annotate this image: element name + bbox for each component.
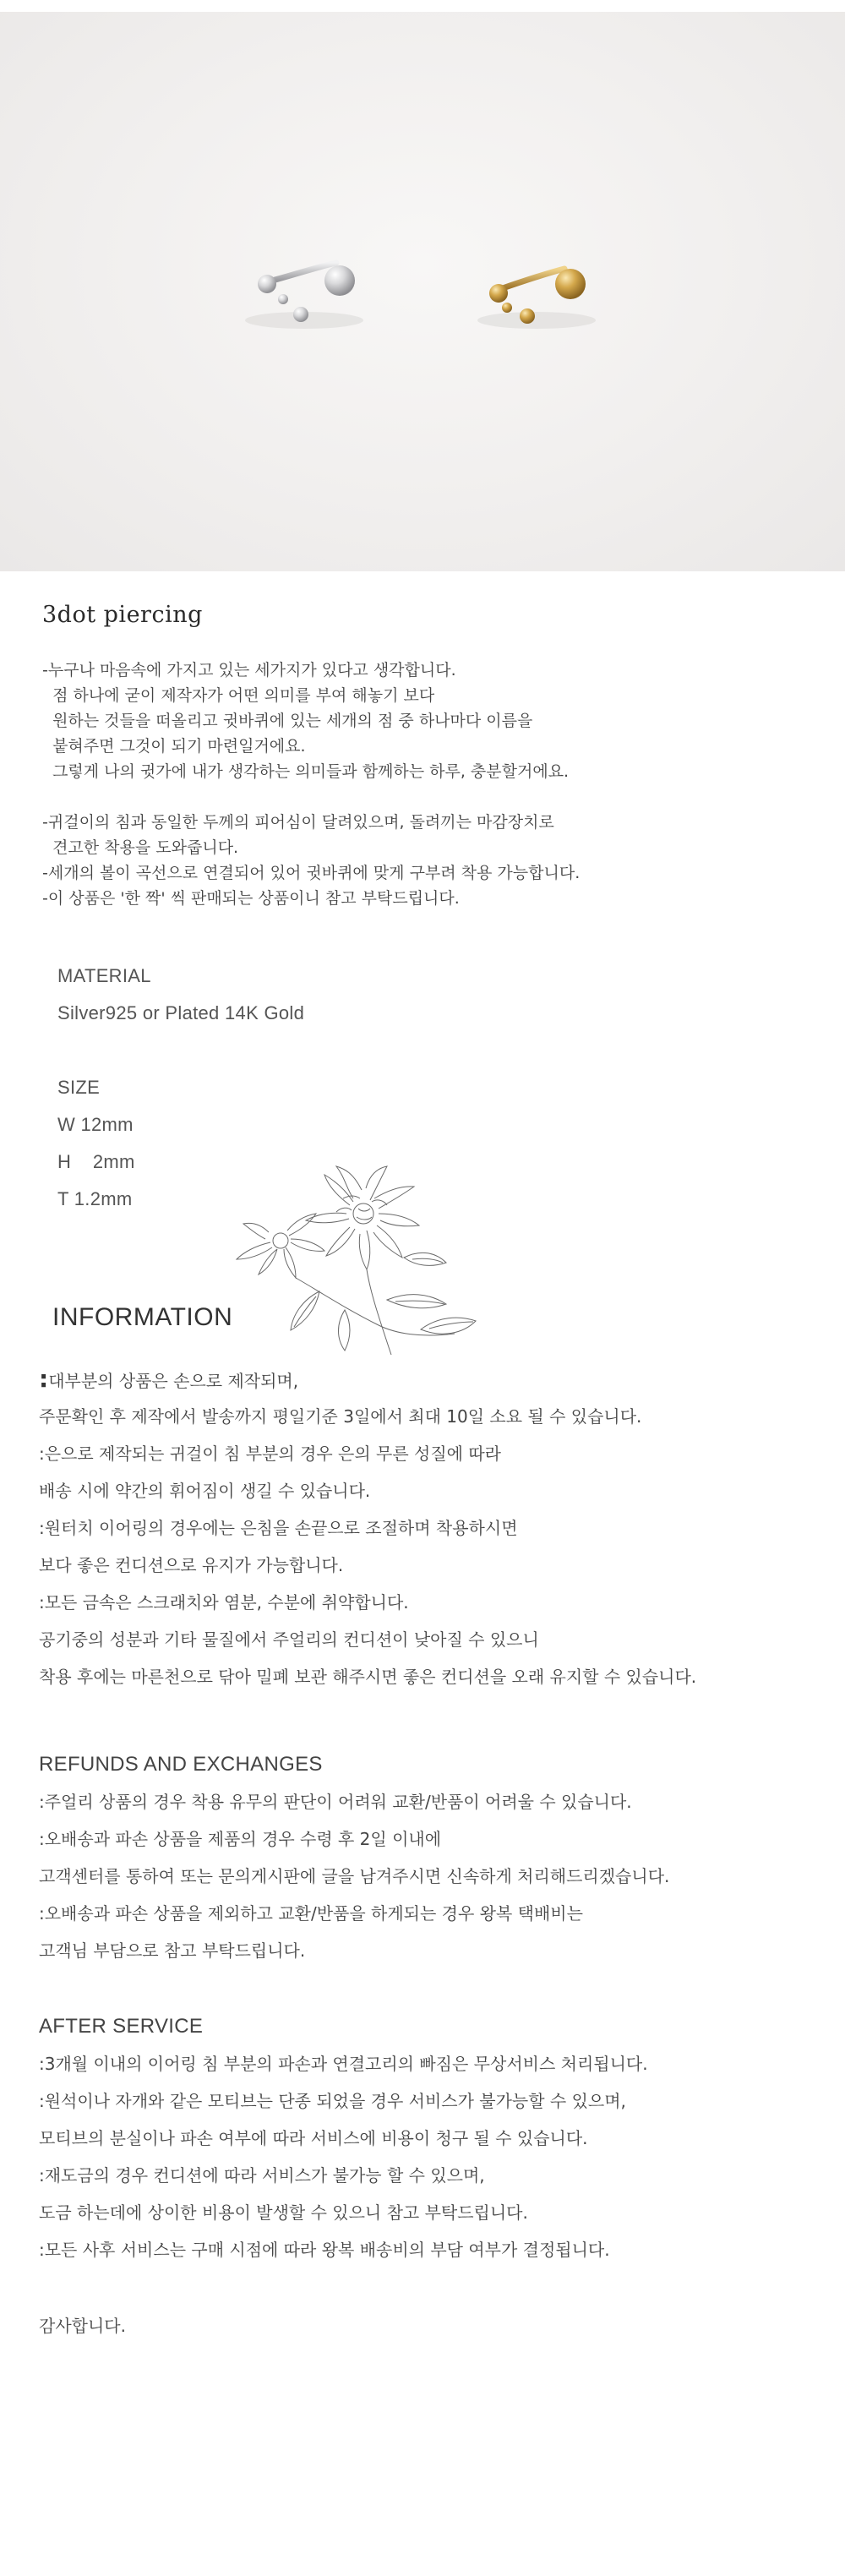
information-line: 보다 좋은 컨디션으로 유지가 가능합니다. [39, 1555, 344, 1575]
after-service-block [39, 2008, 816, 2268]
information-line: :모든 금속은 스크래치와 염분, 수분에 취약합니다. [39, 1592, 409, 1613]
description-line: 점 하나에 굳이 제작자가 어떤 의미를 부여 해놓기 보다 [42, 686, 435, 705]
information-line: 착용 후에는 마른천으로 닦아 밀폐 보관 해주시면 좋은 컨디션을 오래 유지할 수 있습니다. [39, 1667, 697, 1687]
silver-piercing [245, 263, 363, 329]
description-line: 원하는 것들을 떠올리고 귓바퀴에 있는 세개의 점 중 하나마다 이름을 [42, 712, 533, 730]
information-first-text: 대부분의 상품은 손으로 제작되며, [48, 1371, 299, 1391]
after-service-line: :원석이나 자개와 같은 모티브는 단종 되었을 경우 서비스가 불가능할 수 있으며, [39, 2091, 626, 2111]
information-line: :원터치 이어링의 경우에는 은침을 손끝으로 조절하며 착용하시면 [39, 1518, 518, 1538]
description-block-a [42, 658, 803, 784]
size-thickness: T 1.2mm [57, 1188, 133, 1209]
material-value: Silver925 or Plated 14K Gold [57, 1002, 305, 1023]
size-width: W 12mm [57, 1114, 134, 1135]
after-service-line: 모티브의 분실이나 파손 여부에 따라 서비스에 비용이 청구 될 수 있습니다. [39, 2128, 588, 2148]
refunds-line: :주얼리 상품의 경우 착용 유무의 판단이 어려워 교환/반품이 어려울 수 있습니다. [39, 1792, 632, 1812]
description-line: 견고한 착용을 도와줍니다. [42, 838, 239, 857]
chrysanthemum-illustration [218, 1165, 488, 1362]
after-service-line: :3개월 이내의 이어링 침 부분의 파손과 연결고리의 빠짐은 무상서비스 처리됩니다. [39, 2054, 648, 2074]
closing-text: 감사합니다. [39, 2316, 126, 2336]
information-line: 배송 시에 약간의 휘어짐이 생길 수 있습니다. [39, 1481, 371, 1501]
information-line: :은으로 제작되는 귀걸이 침 부분의 경우 은의 무른 성질에 따라 [39, 1444, 501, 1464]
information-line: 주문확인 후 제작에서 발송까지 평일기준 3일에서 최대 10일 소요 될 수 있습니다. [39, 1406, 642, 1427]
after-service-line: :모든 사후 서비스는 구매 시점에 따라 왕복 배송비의 부담 여부가 결정됩니다. [39, 2240, 610, 2260]
information-first-line [39, 1361, 816, 1398]
piercing-illustration [0, 12, 845, 571]
refunds-line: 고객님 부담으로 참고 부탁드립니다. [39, 1940, 306, 1961]
material-label: MATERIAL [57, 965, 151, 986]
refunds-title: REFUNDS AND EXCHANGES [39, 1753, 323, 1776]
refunds-block [39, 1746, 816, 1969]
refunds-line: 고객센터를 통하여 또는 문의게시판에 글을 남겨주시면 신속하게 처리해드리겠습니다. [39, 1866, 670, 1886]
product-photo [0, 12, 845, 571]
information-block [39, 1361, 816, 1695]
description-block-b [42, 810, 803, 911]
description-line: -세개의 볼이 곡선으로 연결되어 있어 귓바퀴에 맞게 구부려 착용 가능합니다. [42, 864, 581, 882]
size-label: SIZE [57, 1077, 101, 1098]
after-service-title: AFTER SERVICE [39, 2015, 204, 2038]
after-service-line: 도금 하는데에 상이한 비용이 발생할 수 있으니 참고 부탁드립니다. [39, 2202, 528, 2223]
after-service-line: :재도금의 경우 컨디션에 따라 서비스가 불가능 할 수 있으며, [39, 2165, 485, 2186]
refunds-line: :오배송과 파손 상품을 제외하고 교환/반품을 하게되는 경우 왕복 택배비는 [39, 1903, 583, 1924]
refunds-line: :오배송과 파손 상품을 제품의 경우 수령 후 2일 이내에 [39, 1829, 442, 1849]
flower-icon [218, 1165, 488, 1359]
gold-piercing [477, 269, 596, 329]
description-line: -누구나 마음속에 가지고 있는 세가지가 있다고 생각합니다. [42, 661, 456, 679]
description-line: -이 상품은 '한 짝' 씩 판매되는 상품이니 참고 부탁드립니다. [42, 889, 460, 908]
information-line: 공기중의 성분과 기타 물질에서 주얼리의 컨디션이 낮아질 수 있으니 [39, 1629, 539, 1650]
size-height: H 2mm [57, 1151, 135, 1172]
information-colon: : [39, 1365, 49, 1393]
information-title: INFORMATION [52, 1303, 233, 1331]
description-line: -귀걸이의 침과 동일한 두께의 피어심이 달려있으며, 돌려끼는 마감장치로 [42, 813, 554, 832]
description-line: 붙혀주면 그것이 되기 마련일거에요. [42, 737, 306, 756]
description-line: 그렇게 나의 귓가에 내가 생각하는 의미들과 함께하는 하루, 충분할거에요. [42, 762, 570, 781]
closing-block [39, 2307, 816, 2344]
product-title: 3dot piercing [42, 602, 203, 628]
